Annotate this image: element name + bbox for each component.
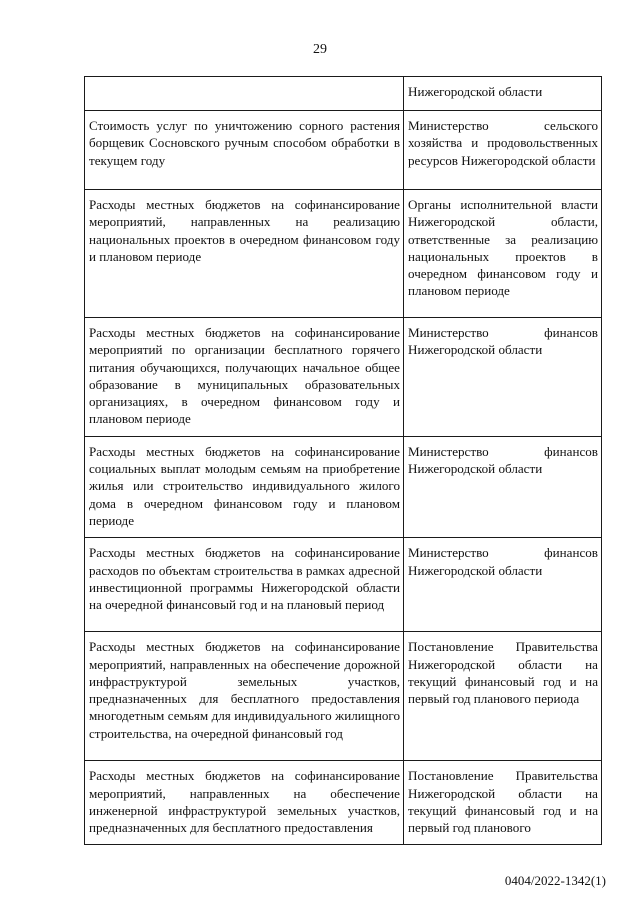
indicator-cell: Расходы местных бюджетов на софинансирование мероприятий по организации бесплатного горячего питания обучающихся, получающих начальное общее образование в муниципальных образовательных организациях, в очередном финансовом году и плановом периоде [85, 318, 404, 437]
indicator-cell: Расходы местных бюджетов на софинансирование социальных выплат молодым семьям на приобретение жилья или строительство индивидуального жилого дома в очередном финансовом году и плановом периоде [85, 436, 404, 537]
source-cell: Министерство финансов Нижегородской области [404, 318, 602, 437]
source-cell: Министерство финансов Нижегородской области [404, 538, 602, 632]
indicator-cell: Расходы местных бюджетов на софинансирование мероприятий, направленных на обеспечение дорожной инфраструктурой земельных участков, предназначенных для бесплатного предоставления многодетным семьям для индивидуального жилищного строительства, на очередной финансовый год [85, 632, 404, 761]
page-number: 29 [313, 42, 327, 57]
table-row [85, 77, 602, 111]
table-row [85, 318, 602, 437]
indicator-cell: Расходы местных бюджетов на софинансирование мероприятий, направленных на реализацию национальных проектов в очередном финансовом году и плановом периоде [85, 190, 404, 318]
source-cell: Органы исполнительной власти Нижегородской области, ответственные за реализацию национальных проектов в очередном финансовом году и плановом периоде [404, 190, 602, 318]
table-row [85, 761, 602, 845]
source-cell: Постановление Правительства Нижегородской области на текущий финансовый год и на первый год планового периода [404, 632, 602, 761]
table-row [85, 190, 602, 318]
indicator-cell: Расходы местных бюджетов на софинансирование мероприятий, направленных на обеспечение инженерной инфраструктурой земельных участков, предназначенных для бесплатного предоставления [85, 761, 404, 845]
table-row [85, 111, 602, 190]
table-row [85, 632, 602, 761]
document-code: 0404/2022-1342(1) [504, 873, 606, 888]
table-row [85, 538, 602, 632]
source-cell: Нижегородской области [404, 77, 602, 111]
document-table [84, 76, 602, 845]
source-cell: Постановление Правительства Нижегородской области на текущий финансовый год и на первый год планового [404, 761, 602, 845]
indicator-cell: Расходы местных бюджетов на софинансирование расходов по объектам строительства в рамках адресной инвестиционной программы Нижегородской области на очередной финансовый год и на плановый период [85, 538, 404, 632]
table-row [85, 436, 602, 537]
indicator-cell [85, 77, 404, 111]
indicator-cell: Стоимость услуг по уничтожению сорного растения борщевик Сосновского ручным способом обработки в текущем году [85, 111, 404, 190]
source-cell: Министерство финансов Нижегородской области [404, 436, 602, 537]
source-cell: Министерство сельского хозяйства и продовольственных ресурсов Нижегородской области [404, 111, 602, 190]
